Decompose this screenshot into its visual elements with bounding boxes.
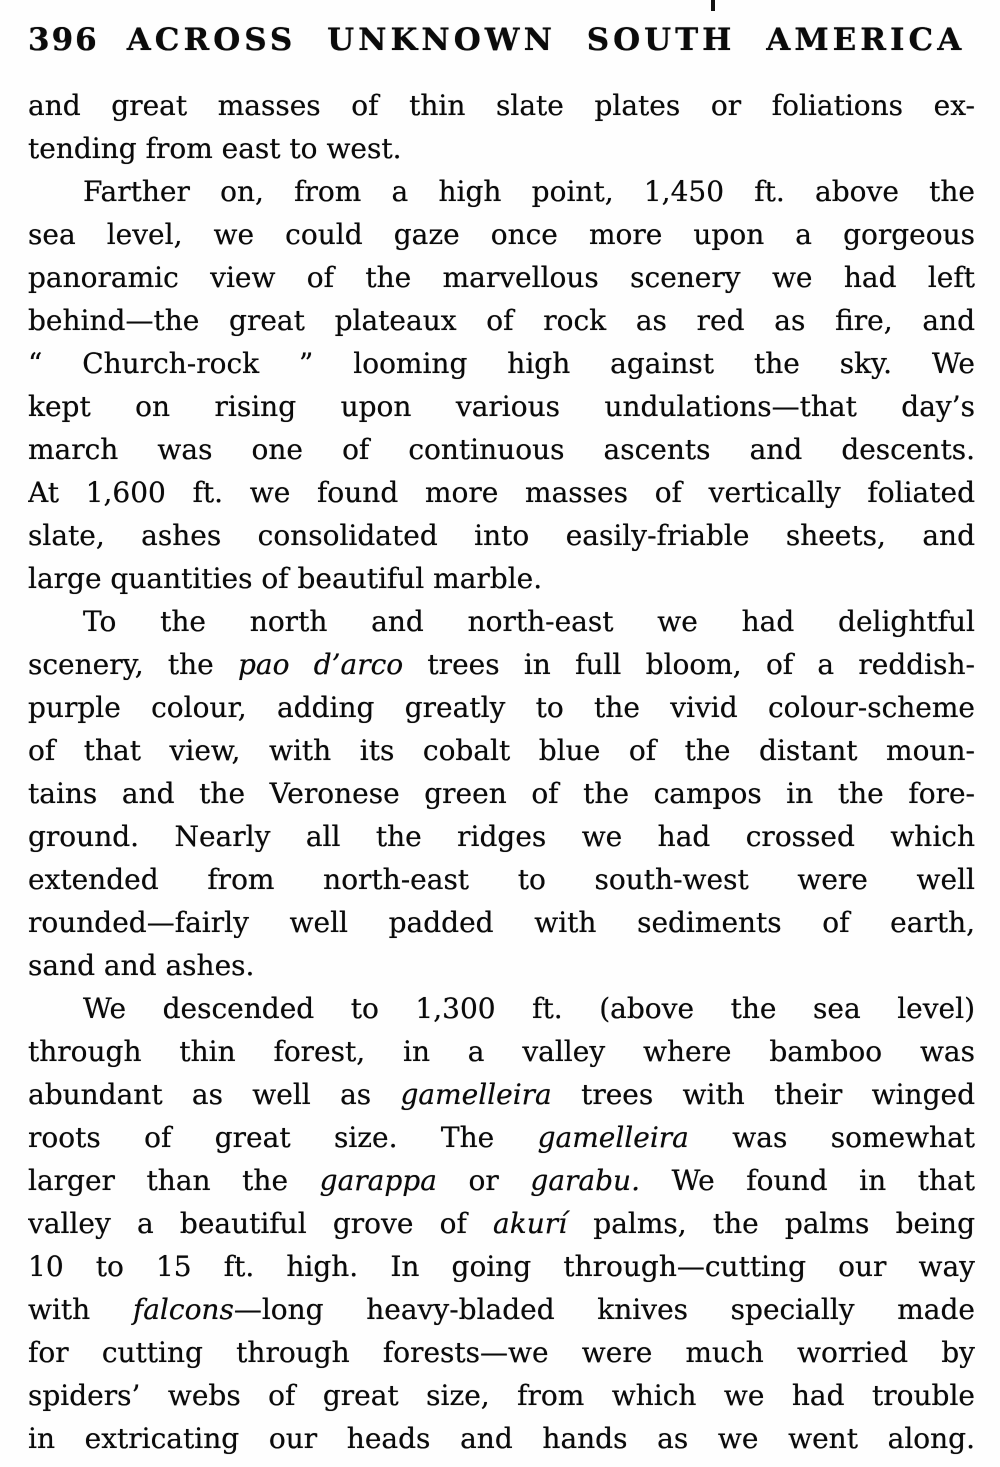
italic-term: garappa [319, 1164, 437, 1197]
text-block [28, 84, 975, 1460]
text-segment: —long heavy-bladed knives specially made [233, 1293, 975, 1326]
text-segment: through thin forest, in a valley where bamboo was [28, 1035, 975, 1068]
text-line [28, 514, 975, 557]
text-line [28, 342, 975, 385]
text-line [28, 471, 975, 514]
text-segment: We found in that [639, 1164, 975, 1197]
text-line [28, 858, 975, 901]
text-line [28, 1030, 975, 1073]
text-segment: tains and the Veronese green of the campos in the fore- [28, 777, 975, 810]
text-line [28, 1116, 975, 1159]
text-segment: and great masses of thin slate plates or foliations ex- [28, 89, 975, 122]
text-segment: ground. Nearly all the ridges we had crossed which [28, 820, 975, 853]
text-line [28, 686, 975, 729]
text-segment: sand and ashes. [28, 949, 255, 982]
text-segment: trees with their winged [551, 1078, 975, 1111]
italic-term: akurí [493, 1207, 568, 1240]
paragraph [28, 170, 975, 600]
paragraph [28, 600, 975, 987]
text-line [28, 127, 975, 170]
text-segment: scenery, the [28, 648, 238, 681]
text-segment: 10 to 15 ft. high. In going through—cutting our way [28, 1250, 975, 1283]
text-segment: spiders’ webs of great size, from which we had trouble [28, 1379, 975, 1412]
text-segment: rounded—fairly well padded with sediments of earth, [28, 906, 975, 939]
italic-term: pao d’arco [237, 648, 404, 681]
text-line [28, 901, 975, 944]
text-segment: At 1,600 ft. we found more masses of vertically foliated [28, 476, 975, 509]
text-segment: roots of great size. The [28, 1121, 538, 1154]
text-segment: in extricating our heads and hands as we went along. [28, 1422, 975, 1455]
text-segment: march was one of continuous ascents and descents. [28, 433, 975, 466]
text-segment: panoramic view of the marvellous scenery we had left [28, 261, 975, 294]
text-line [28, 170, 975, 213]
text-line [28, 213, 975, 256]
text-segment: extended from north-east to south-west were well [28, 863, 975, 896]
page-number: 396 [28, 22, 99, 58]
text-line [28, 1331, 975, 1374]
text-segment: We descended to 1,300 ft. (above the sea level) [83, 992, 975, 1025]
text-segment: of that view, with its cobalt blue of the distant moun- [28, 734, 975, 767]
text-segment: larger than the [28, 1164, 320, 1197]
text-line [28, 772, 975, 815]
text-segment: tending from east to west. [28, 132, 402, 165]
text-line [28, 729, 975, 772]
text-line [28, 1374, 975, 1417]
italic-term: gamelleira [400, 1078, 552, 1111]
text-line [28, 385, 975, 428]
text-segment: with [28, 1293, 133, 1326]
text-line [28, 299, 975, 342]
italic-term: falcons [132, 1293, 234, 1326]
text-line [28, 1245, 975, 1288]
text-segment: was somewhat [688, 1121, 975, 1154]
text-segment: large quantities of beautiful marble. [28, 562, 543, 595]
running-header [28, 20, 975, 60]
text-line [28, 1073, 975, 1116]
text-line [28, 1202, 975, 1245]
paragraph [28, 987, 975, 1460]
running-title: ACROSS UNKNOWN SOUTH AMERICA [126, 22, 966, 58]
paragraph [28, 84, 975, 170]
text-segment: sea level, we could gaze once more upon a gorgeous [28, 218, 975, 251]
text-segment: “ Church-rock ” looming high against the sky. We [28, 347, 975, 380]
text-line [28, 557, 975, 600]
text-segment: behind—the great plateaux of rock as red as fire, and [28, 304, 975, 337]
text-line [28, 944, 975, 987]
text-segment: palms, the palms being [567, 1207, 975, 1240]
text-segment: valley a beautiful grove of [28, 1207, 494, 1240]
text-segment: abundant as well as [28, 1078, 401, 1111]
text-line [28, 84, 975, 127]
text-segment: kept on rising upon various undulations—that day’s [28, 390, 975, 423]
text-segment: purple colour, adding greatly to the vivid colour-scheme [28, 691, 975, 724]
text-segment: Farther on, from a high point, 1,450 ft. above the [83, 175, 975, 208]
text-segment: trees in full bloom, of a reddish- [403, 648, 975, 681]
text-line [28, 987, 975, 1030]
text-segment: or [436, 1164, 531, 1197]
scan-artifact-mark [711, 0, 715, 11]
italic-term: gamelleira [537, 1121, 689, 1154]
text-line [28, 643, 975, 686]
text-line [28, 1417, 975, 1460]
text-segment: for cutting through forests—we were much worried by [28, 1336, 975, 1369]
italic-term: garabu. [530, 1164, 640, 1197]
text-line [28, 815, 975, 858]
text-line [28, 256, 975, 299]
text-segment: slate, ashes consolidated into easily-friable sheets, and [28, 519, 975, 552]
text-line [28, 428, 975, 471]
text-line [28, 1159, 975, 1202]
text-segment: To the north and north-east we had delightful [83, 605, 975, 638]
text-line [28, 600, 975, 643]
text-line [28, 1288, 975, 1331]
